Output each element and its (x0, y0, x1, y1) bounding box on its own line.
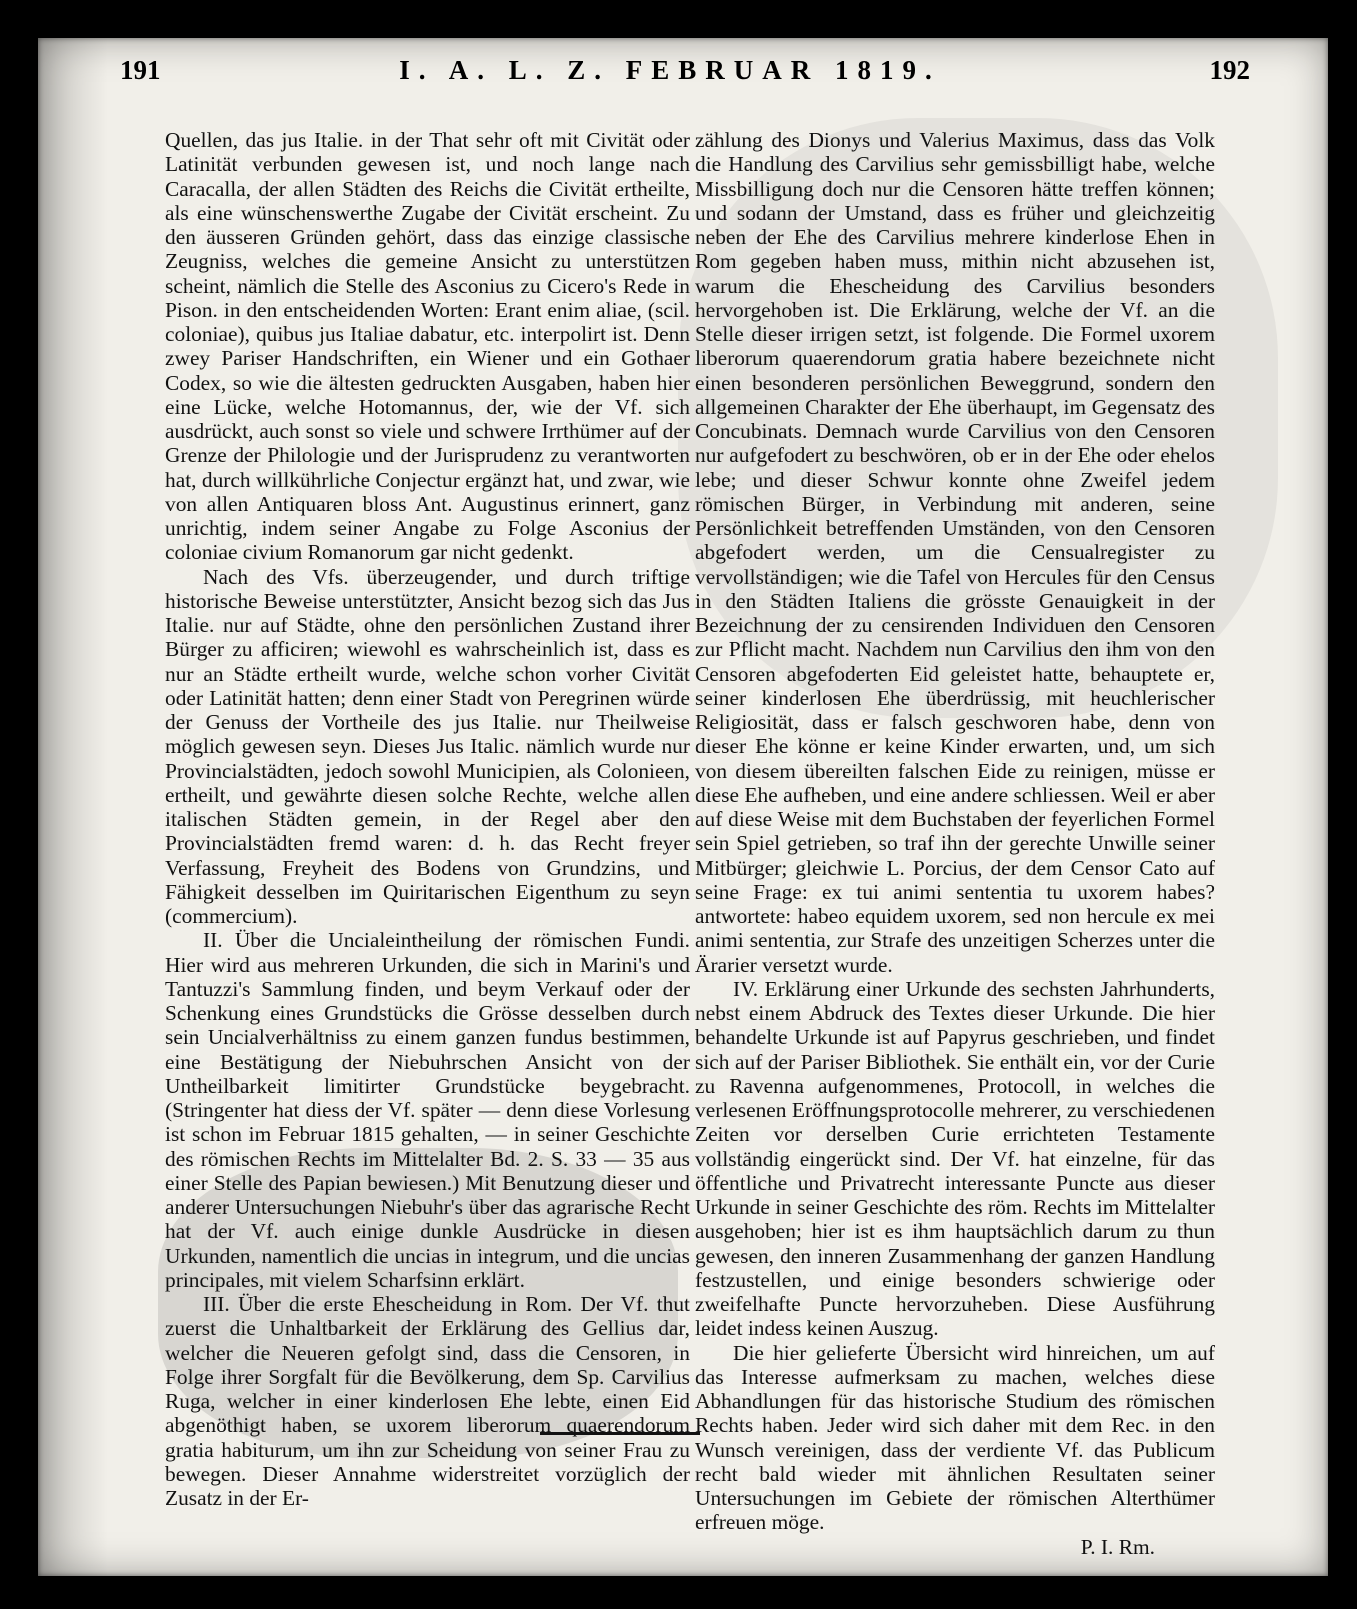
running-head-title: I. A. L. Z. FEBRUAR 1819. (399, 55, 941, 85)
left-column (165, 128, 690, 1510)
section-iii-paragraph: III. Über die erste Ehescheidung in Rom. Der Vf. thut zuerst die Unhaltbarkeit der Erklärung des Gellius dar, welcher die Neueren gefolgt sind, dass die Censoren, in Folge ihrer Sorgfalt für die Bevölkerung, dem Sp. Carvilius Ruga, welcher in einer kinderlosen Ehe lebte, einen Eid abgenöthigt haben, se uxorem liberorum quaerendorum gratia habiturum, um ihn zur Scheidung von seiner Frau zu bewegen. Dieser Annahme widerstreitet vorzüglich der Zusatz in der Er- (165, 1292, 690, 1510)
paragraph: zählung des Dionys und Valerius Maximus, dass das Volk die Handlung des Carvilius sehr gemissbilligt habe, welche Missbilligung doch nur die Censoren hätte treffen können; und sodann der Umstand, dass es früher und gleichzeitig neben der Ehe des Carvilius mehrere kinderlose Ehen in Rom gegeben haben muss, mithin nicht abzusehen ist, warum die Ehescheidung des Carvilius besonders hervorgehoben ist. Die Erklärung, welche der Vf. an die Stelle dieser irrigen setzt, ist folgende. Die Formel uxorem liberorum quaerendorum gratia habere bezeichnete nicht einen besonderen persönlichen Beweggrund, sondern den allgemeinen Charakter der Ehe überhaupt, im Gegensatz des Concubinats. Demnach wurde Carvilius von den Censoren nur aufgefodert zu beschwören, ob er in der Ehe oder ehelos lebe; und dieser Schwur konnte ohne Zweifel jedem römischen Bürger, in Verbindung mit anderen, seine Persönlichkeit betreffenden Umständen, von den Censoren abgefodert werden, um die Censualregister zu vervollständigen; wie die Tafel von Hercules für den Census in den Städten Italiens die grösste Genauigkeit in der Bezeichnung der zu censirenden Individuen den Censoren zur Pflicht macht. Nachdem nun Carvilius den ihm von den Censoren abgefoderten Eid geleistet hatte, behauptete er, seiner kinderlosen Ehe überdrüssig, mit heuchlerischer Religiosität, dass er falsch geschworen habe, denn von dieser Ehe könne er keine Kinder erwarten, und, um sich von diesem übereilten falschen Eide zu reinigen, müsse er diese Ehe aufheben, und eine andere schliessen. Weil er aber auf diese Weise mit dem Buchstaben der feyerlichen Formel sein Spiel getrieben, so traf ihn der gerechte Unwille seiner Mitbürger; gleichwie L. Porcius, der dem Censor Cato auf seine Frage: ex tui animi sententia tu uxorem habes? antwortete: habeo equidem uxorem, sed non hercule ex mei animi sententia, zur Strafe des unzeitigen Scherzes unter die Ärarier versetzt wurde. (695, 128, 1215, 977)
section-ii-paragraph: II. Über die Uncialeintheilung der römischen Fundi. Hier wird aus mehreren Urkunden, die sich in Marini's und Tantuzzi's Sammlung finden, und beym Verkauf oder der Schenkung eines Grundstücks die Grösse desselben durch sein Uncialverhältniss zu einem ganzen fundus bestimmen, eine Bestätigung der Niebuhrschen Ansicht von der Untheilbarkeit limitirter Grundstücke beygebracht. (Stringenter hat diess der Vf. später — denn diese Vorlesung ist schon im Februar 1815 gehalten, — in seiner Geschichte des römischen Rechts im Mittelalter Bd. 2. S. 33 — 35 aus einer Stelle des Papian bewiesen.) Mit Benutzung dieser und anderer Untersuchungen Niebuhr's über das agrarische Recht hat der Vf. auch einige dunkle Ausdrücke in diesen Urkunden, namentlich die uncias in integrum, und die uncias principales, mit vielem Scharfsinn erklärt. (165, 928, 690, 1292)
page-number-right: 192 (1209, 55, 1250, 85)
section-iv-paragraph: IV. Erklärung einer Urkunde des sechsten Jahrhunderts, nebst einem Abdruck des Textes dieser Urkunde. Die hier behandelte Urkunde ist auf Papyrus geschrieben, und findet sich auf der Pariser Bibliothek. Sie enthält ein, vor der Curie zu Ravenna aufgenommenes, Protocoll, in welches die verlesenen Eröffnungsprotocolle mehrerer, zu verschiedenen Zeiten vor derselben Curie errichteten Testamente vollständig eingerückt sind. Der Vf. hat einzelne, für das öffentliche und Privatrecht interessante Puncte aus dieser Urkunde in seiner Geschichte des röm. Rechts im Mittelalter ausgehoben; hier ist es ihm hauptsächlich darum zu thun gewesen, den inneren Zusammenhang der ganzen Handlung festzustellen, und einige besonders schwierige oder zweifelhafte Puncte hervorzuheben. Diese Ausführung leidet indess keinen Auszug. (695, 976, 1215, 1341)
closing-paragraph: Die hier gelieferte Übersicht wird hinreichen, um auf das Interesse aufmerksam zu machen, welches diese Abhandlungen für das historische Studium des römischen Rechts haben. Jeder wird sich daher mit dem Rec. in den Wunsch vereinigen, dass der verdiente Vf. das Publicum recht bald wieder mit ähnlichen Resultaten seiner Untersuchungen im Gebiete der römischen Alterthümer erfreuen möge. (695, 1340, 1215, 1535)
page-number-left: 191 (120, 55, 161, 85)
section-separator-rule (540, 1432, 700, 1435)
paragraph: Nach des Vfs. überzeugender, und durch triftige historische Beweise unterstützter, Ansicht bezog sich das Jus Italie. nur auf Städte, ohne den persönlichen Zustand ihrer Bürger zu afficiren; wiewohl es wahrscheinlich ist, dass es nur an Städte ertheilt wurde, welche schon vorher Civität oder Latinität hatten; denn einer Stadt von Peregrinen würde der Genuss der Vortheile des jus Italie. nur Theilweise möglich gewesen seyn. Dieses Jus Italic. nämlich wurde nur Provincialstädten, jedoch sowohl Municipien, als Colonieen, ertheilt, und gewährte diesen solche Rechte, welche allen italischen Städten gemein, in der Regel aber den Provincialstädten fremd waren: d. h. das Recht freyer Verfassung, Freyheit des Bodens von Grundzins, und Fähigkeit desselben im Quiritarischen Eigenthum zu seyn (commercium). (165, 564, 690, 928)
right-column (695, 128, 1215, 1559)
paragraph: Quellen, das jus Italie. in der That sehr oft mit Civität oder Latinität verbunden gewesen ist, und noch lange nach Caracalla, der allen Städten des Reichs die Civität ertheilte, als eine wünschenswerthe Zugabe der Civität erscheint. Zu den äusseren Gründen gehört, dass das einzige classische Zeugniss, welches die gemeine Ansicht zu unterstützen scheint, nämlich die Stelle des Asconius zu Cicero's Rede in Pison. in den entscheidenden Worten: Erant enim aliae, (scil. coloniae), quibus jus Italiae dabatur, etc. interpolirt ist. Denn zwey Pariser Handschriften, ein Wiener und ein Gothaer Codex, so wie die ältesten gedruckten Ausgaben, haben hier eine Lücke, welche Hotomannus, der, wie der Vf. sich ausdrückt, auch sonst so viele und schwere Irrthümer auf der Grenze der Philologie und der Jurisprudenz zu verantworten hat, durch willkührliche Conjectur ergänzt hat, und zwar, wie von allen Antiquaren bloss Ant. Augustinus erinnert, ganz unrichtig, indem seiner Angabe zu Folge Asconius der coloniae civium Romanorum gar nicht gedenkt. (165, 128, 690, 565)
author-signature: P. I. Rm. (1080, 1534, 1155, 1559)
running-header (120, 55, 1250, 95)
